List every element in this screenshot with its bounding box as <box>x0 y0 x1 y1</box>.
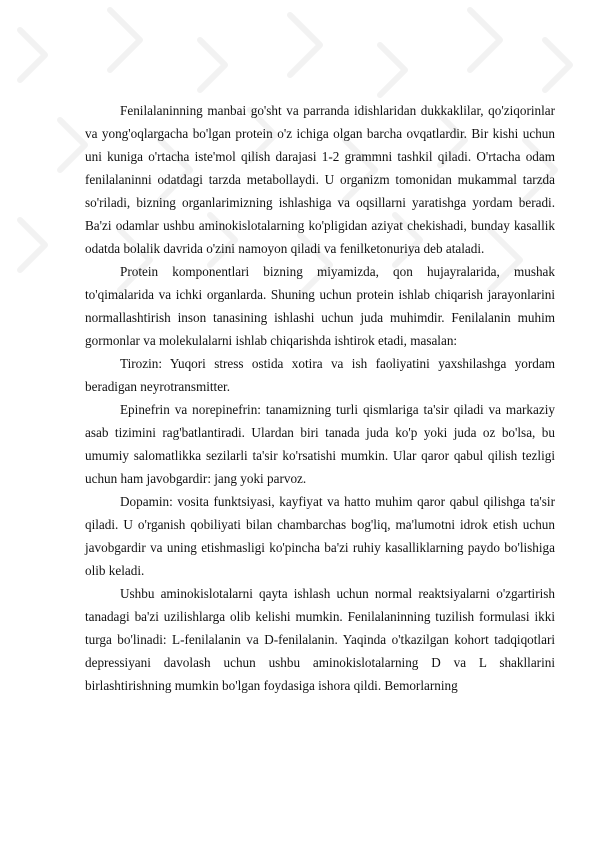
document-body <box>85 99 555 697</box>
paragraph: Dopamin: vosita funktsiyasi, kayfiyat va hatto muhim qaror qabul qilishga ta'sir qiladi. U o'rganish qobiliyati bilan chambarchas bog'liq, ma'lumotni idrok etish uchun javobgardir va uning etishmasligi ko'pincha ba'zi ruhiy kasalliklarning paydo bo'lishiga olib keladi. <box>85 494 555 578</box>
paragraph: Fenilalaninning manbai go'sht va parranda idishlaridan dukkaklilar, qo'ziqorinlar va yong'oqlargacha bo'lgan protein o'z ichiga olgan barcha ovqatlardir. Bir kishi uchun uni kuniga o'rtacha iste'mol qilish darajasi 1-2 grammni tashkil qiladi. O'rtacha odam fenilalaninni odatdagi tarzda metabollaydi. U organizm tomonidan mukammal tarzda so'riladi, bizning organlarimizning ishlashiga va oqsillarni yaratishga yordam beradi. Ba'zi odamlar ushbu aminokislotalarning ko'pligidan aziyat chekishadi, bunday kasallik odatda bolalik davrida o'zini namoyon qiladi va fenilketonuriya deb ataladi. <box>85 103 555 256</box>
paragraph: Epinefrin va norepinefrin: tanamizning turli qismlariga ta'sir qiladi va markaziy asab tizimini rag'batlantiradi. Ulardan biri tanada juda ko'p yoki juda oz bo'lsa, bu umumiy salomatlikka sezilarli ta'sir ko'rsatishi mumkin. Ular qaror qabul qilish tezligi uchun ham javobgardir: jang yoki parvoz. <box>85 402 555 486</box>
paragraph: Protein komponentlari bizning miyamizda, qon hujayralarida, mushak to'qimalarida va ichki organlarda. Shuning uchun protein ishlab chiqarish jarayonlarini normallashtirish inson tanasining ishlashi uchun juda muhimdir. Fenilalanin muhim gormonlar va molekulalarni ishlab chiqarishda ishtirok etadi, masalan: <box>85 264 555 348</box>
paragraph: Ushbu aminokislotalarni qayta ishlash uchun normal reaktsiyalarni o'zgartirish tanadagi ba'zi uzilishlarga olib kelishi mumkin. Fenilalaninning tuzilish formulasi ikki turga bo'linadi: L-fenilalanin va D-fenilalanin. Yaqinda o'tkazilgan kohort tadqiqotlari depressiyani davolash uchun ushbu aminokislotalarning D va L shakllarini birlashtirishning mumkin bo'lgan foydasiga ishora qildi. Bemorlarning <box>85 586 555 693</box>
paragraph: Tirozin: Yuqori stress ostida xotira va ish faoliyatini yaxshilashga yordam beradigan neyrotransmitter. <box>85 356 555 394</box>
